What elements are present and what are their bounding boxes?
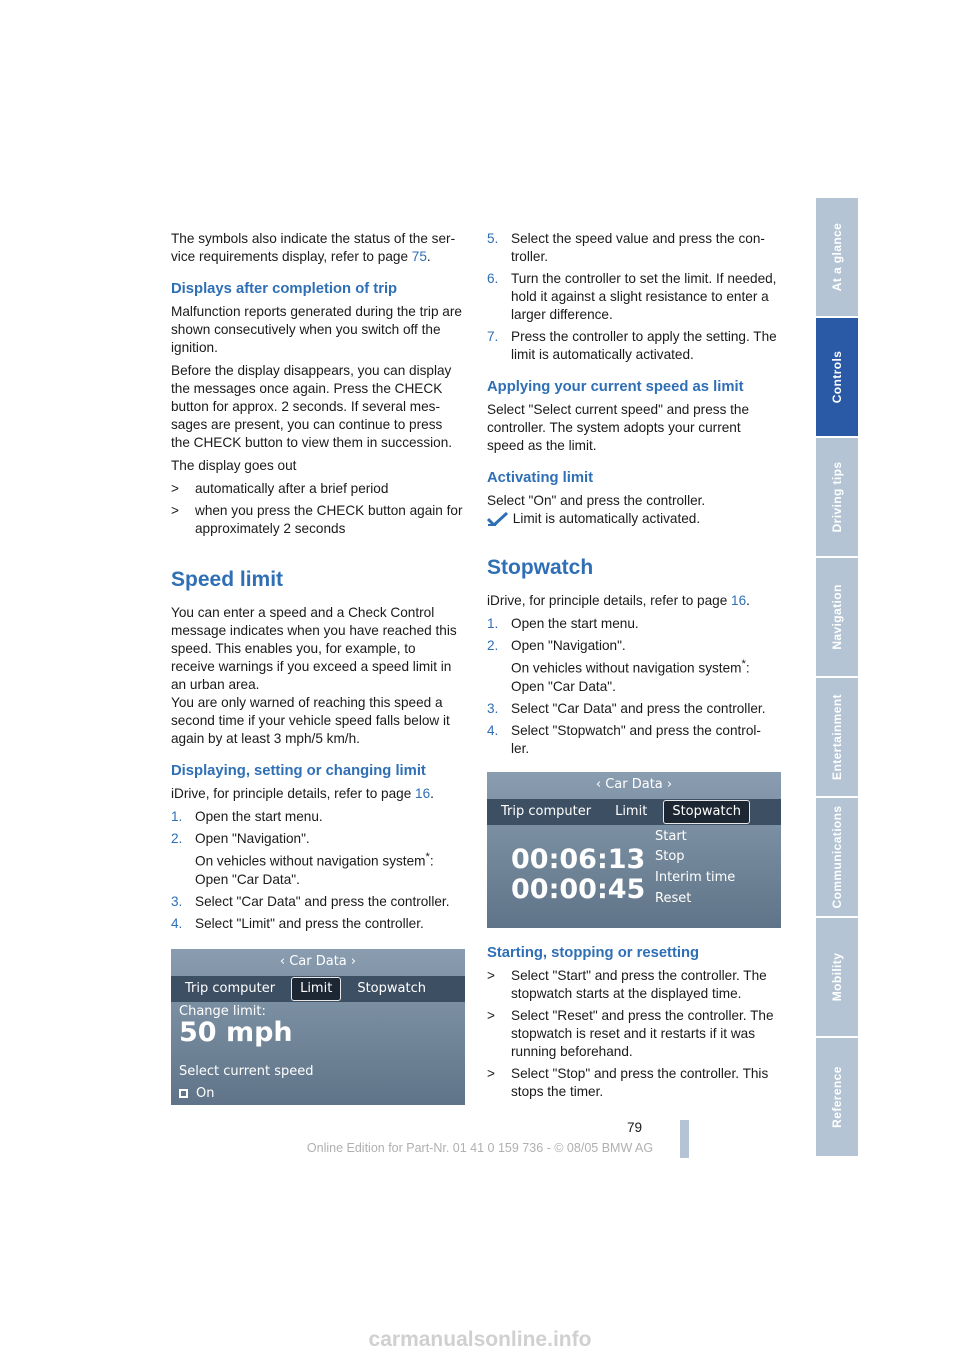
page-number: 79 — [627, 1120, 643, 1135]
menu-reset[interactable]: Reset — [655, 890, 692, 906]
list-item: > Select "Start" and press the controller. The stopwatch starts at the displayed time. — [487, 967, 767, 1001]
bullet-list-stopwatch — [487, 967, 779, 1101]
list-item: > Select "Stop" and press the controller. This stops the timer. — [487, 1065, 769, 1099]
paragraph-speed-1: You can enter a speed and a Check Control message indicates when you have reached this speed. This enables you, for example, to receive warnings if you exceed a speed limit in an urban area. — [171, 605, 457, 692]
paragraph-idrive-ref: iDrive, for principle details, refer to page 16. — [171, 786, 434, 801]
list-item: > when you press the CHECK button again for approximately 2 seconds — [171, 503, 463, 536]
screen-title-bar: ‹ Car Data › — [279, 953, 357, 969]
list-item: 4. Select "Stopwatch" and press the control-ler. — [487, 722, 761, 756]
paragraph-speed-2: You are only warned of reaching this speed a second time if your vehicle speed falls below it again by at least 3 mph/5 km/h. — [171, 695, 450, 746]
sidebar-tab-navigation[interactable]: Navigation — [816, 558, 858, 676]
option-star: * — [425, 851, 430, 863]
on-option[interactable]: On — [179, 1085, 214, 1103]
list-item: 1. Open the start menu. — [487, 616, 639, 631]
interim-time: 00:00:45 — [511, 873, 646, 905]
tab-stopwatch[interactable]: Stopwatch — [663, 800, 750, 824]
numbered-steps-stopwatch — [487, 615, 779, 758]
menu-start[interactable]: Start — [655, 828, 687, 844]
heading-applying-speed: Applying your current speed as limit — [487, 379, 744, 395]
heading-activating-limit: Activating limit — [487, 470, 594, 486]
list-item: 3. Select "Car Data" and press the controller. — [171, 893, 450, 909]
list-item: 2. Open "Navigation". On vehicles without navigation system*: Open "Car Data". — [487, 638, 750, 694]
limit-screen — [171, 949, 465, 1105]
sidebar-tab-at-a-glance[interactable]: At a glance — [816, 198, 858, 316]
numbered-steps-limit — [171, 808, 463, 933]
heading-stopwatch: Stopwatch — [487, 556, 594, 579]
list-item: > automatically after a brief period — [171, 481, 389, 496]
sidebar-tab-controls[interactable]: Controls — [816, 318, 858, 436]
select-current-speed-option[interactable]: Select current speed — [179, 1063, 314, 1079]
change-limit-label: Change limit: — [179, 1003, 266, 1019]
sidebar-tab-reference[interactable]: Reference — [816, 1038, 858, 1156]
footer-edition: Online Edition for Part-Nr. 01 41 0 159 736 - © 08/05 BMW AG — [306, 1141, 654, 1155]
menu-stop[interactable]: Stop — [655, 848, 685, 864]
stopwatch-time: 00:06:13 — [511, 843, 646, 875]
watermark: carmanualsonline.info — [368, 1328, 592, 1351]
paragraph-idrive-ref-stopwatch: iDrive, for principle details, refer to page 16. — [487, 593, 750, 608]
left-column — [171, 230, 463, 1111]
paragraph-malfunction: Malfunction reports generated during the trip are shown consecutively when you switch off the ignition. — [171, 304, 462, 355]
list-item: 2. Open "Navigation". On vehicles without navigation system*: Open "Car Data". — [171, 831, 434, 887]
tab-stopwatch[interactable]: Stopwatch — [357, 980, 426, 996]
screen-tabs — [487, 799, 781, 825]
page-link-16[interactable]: 16 — [415, 786, 431, 801]
paragraph-display-goes-out: The display goes out — [171, 458, 297, 473]
bullet-list-display — [171, 480, 463, 538]
sidebar-tab-mobility[interactable]: Mobility — [816, 918, 858, 1036]
checkmark-icon — [487, 512, 509, 526]
screen-tabs — [171, 976, 465, 1002]
chapter-sidebar — [816, 198, 858, 1160]
tab-limit[interactable]: Limit — [291, 977, 341, 1001]
heading-speed-limit: Speed limit — [171, 568, 284, 591]
menu-interim-time[interactable]: Interim time — [655, 869, 736, 885]
heading-starting-stopping: Starting, stopping or resetting — [487, 944, 700, 961]
sidebar-tab-driving-tips[interactable]: Driving tips — [816, 438, 858, 556]
paragraph-activating: Select "On" and press the controller. — [487, 493, 706, 508]
list-item: 5. Select the speed value and press the con-troller. — [487, 231, 765, 264]
heading-displays-after-trip: Displays after completion of trip — [171, 281, 398, 297]
list-item: 3. Select "Car Data" and press the controller. — [487, 700, 766, 716]
paragraph-applying: Select "Select current speed" and press the controller. The system adopts your current speed as the limit. — [487, 402, 750, 453]
paragraph-before-display: Before the display disappears, you can display the messages once again. Press the CHECK button for approx. 2 seconds. If several mes-sages are present, you can continue to press the CHECK button to view them in succession. — [171, 363, 453, 450]
list-item: 7. Press the controller to apply the setting. The limit is automatically activated. — [487, 329, 777, 362]
sidebar-tab-entertainment[interactable]: Entertainment — [816, 678, 858, 796]
list-item: 1. Open the start menu. — [171, 809, 323, 824]
stopwatch-screen — [487, 772, 781, 928]
page-link-16[interactable]: 16 — [731, 593, 747, 608]
screen-title-bar: ‹ Car Data › — [595, 776, 673, 792]
option-star: * — [741, 658, 746, 670]
sidebar-tab-communications[interactable]: Communications — [816, 798, 858, 916]
tab-limit[interactable]: Limit — [615, 803, 648, 819]
numbered-steps-limit-continued — [487, 230, 779, 364]
list-item: > Select "Reset" and press the controller. The stopwatch is reset and it restarts if it was running beforehand. — [487, 1007, 774, 1059]
right-column — [487, 230, 779, 1106]
heading-displaying-limit: Displaying, setting or changing limit — [171, 763, 426, 779]
list-item: 4. Select "Limit" and press the controller. — [171, 915, 424, 931]
paragraph-activating-2: Limit is automatically activated. — [487, 510, 779, 528]
checkbox-icon — [179, 1089, 188, 1098]
tab-trip-computer[interactable]: Trip computer — [185, 980, 276, 996]
intro-paragraph: The symbols also indicate the status of the ser- vice requirements display, refer to page 75. — [171, 231, 456, 264]
tab-trip-computer[interactable]: Trip computer — [501, 803, 592, 819]
limit-value[interactable]: 50 mph — [179, 1016, 293, 1048]
list-item: 6. Turn the controller to set the limit. If needed, hold it against a slight resistance to enter a larger difference. — [487, 271, 777, 322]
page-link-75[interactable]: 75 — [411, 249, 427, 264]
